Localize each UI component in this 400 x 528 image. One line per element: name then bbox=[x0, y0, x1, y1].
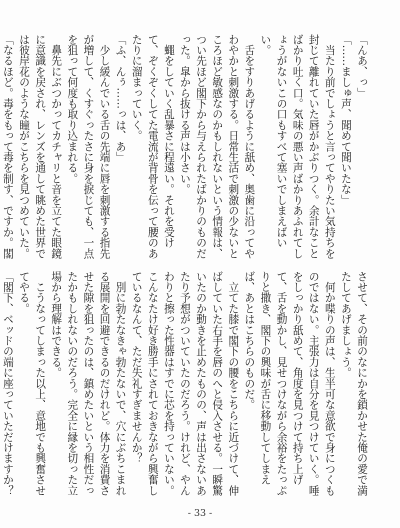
paragraph: 「んあ、っ」 bbox=[356, 34, 368, 99]
paragraph: 鼻先にぶつかってカチャリと音を立てた眼鏡に意識を戻され、レンズを通して眺めた世界では彼岸花のような瞳がこちらを見つめていた。 bbox=[18, 34, 63, 259]
paragraph: 「なるほど。毒をもって毒を制す、ですか。閣 bbox=[1, 34, 14, 259]
paragraph: 舌をすりあげるように舐め、奥歯に沿ってやわやかと刺激する。日常生活で刺激の少ないところほど敏感なのかもしれないという情報は、つい先ほど閣下から与えられたばかりのものだった。皐から抜ける声は小さい。 bbox=[178, 34, 256, 259]
paragraph: させて、その前のなにかを鎖かせた俺の愛で満たしてあげましょう。 bbox=[339, 271, 368, 496]
top-text-block bbox=[1, 34, 370, 262]
paragraph: 「……ましゅ声、聞めて聞いたな」 bbox=[339, 34, 352, 206]
paragraph: 蠅をしていく乱暴さに程遠い。それを受けて、ぞくぞくしてた電流が背骨を伝って腰のあたりに溜まっていく。 bbox=[130, 34, 175, 259]
paragraph: 立てた膝で閣下の腰をこちらに近づけて、伸ばしていた右手を唇のへと侵入させる。一瞬驚いたのか動きを止めたものの、声は出さないあたり予想がついていたのだろう。けれど、やんわりと擦った性器はすでに芯を持っていない。こんなたけ好き勝手にされておきながら興奮しているなんて、ただ失礼すぎませんか？ bbox=[130, 271, 240, 496]
bottom-text-block bbox=[1, 271, 370, 499]
paragraph: 当たり前でしょうと言ってやりたい気持ちを封じて離れていた唇がかぶりつく。余計なことばかり吐く口。気味の悪い声ばかりあふれてしょうがないこの口もすべて塞いでしまえばいい。 bbox=[259, 34, 336, 259]
paragraph: 何か喋りの声は、生半可な意欲で身につくものではない。主張力は自分を見つけていく。唾をしっかり舐めて、角度を見つけて持ち上げて、舌を動かし、見せつけながら余裕をたっぷりと撒き、閣下の興味が舌に移動してしまえば、あとはこちらのものだ。 bbox=[243, 271, 336, 496]
paragraph: こうなってしまった以上、意地でも興奮させてやる。 bbox=[18, 271, 47, 496]
paragraph: 少し緩んでいる舌の先端に唇を刺激する指先が増して、くすぐったさに身を捩じても、一点を狙って何度も取り込まれる。 bbox=[66, 34, 111, 259]
paragraph: 「ふ、んぅ……っは、あ」 bbox=[114, 34, 127, 163]
page-number: - 33 - bbox=[187, 508, 213, 519]
paragraph: 「閣下、ベッドの端に座っていただけますか？ bbox=[1, 271, 14, 496]
paragraph: 別に勃たなきゃ勃たないで、穴にぶちこまれる展開を回避できるのだけれど。体力を消費させた隙を狙ったのは、鎮めたいという相性だったかもしれないのだろう。完全に縁を切った立場から理解はできる。 bbox=[50, 271, 127, 496]
